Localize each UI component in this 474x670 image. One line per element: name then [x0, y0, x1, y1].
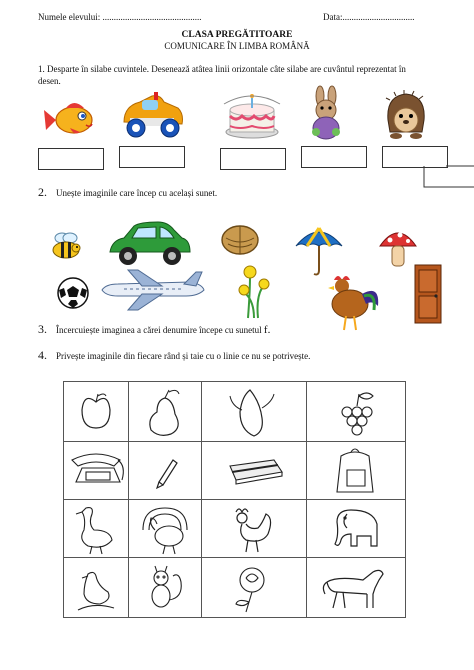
- hedgehog-icon: [382, 90, 428, 140]
- exercise-2-number: 2.: [38, 185, 47, 199]
- grid-cell[interactable]: [202, 500, 307, 558]
- syllable-box-cake[interactable]: [220, 148, 286, 170]
- syllable-box-hedgehog[interactable]: [382, 146, 448, 168]
- bunny-icon: [304, 88, 350, 142]
- exercise-2-text: Unește imaginile care încep cu același sunet.: [56, 188, 218, 198]
- elephant-icon: [307, 500, 405, 558]
- exercise-1-text-cont: desen.: [38, 76, 61, 86]
- banana-icon: [202, 382, 306, 442]
- grid-cell[interactable]: [129, 442, 202, 500]
- exercise-3-instruction: [38, 323, 270, 336]
- umbrella-icon: [294, 226, 344, 276]
- exercise-1-number: 1.: [38, 64, 45, 74]
- exercise-4-grid: [63, 381, 406, 618]
- dove-icon: [64, 558, 128, 618]
- syllable-box-bunny[interactable]: [301, 146, 367, 168]
- exercise-1-text: Desparte în silabe cuvintele. Desenează atâtea linii orizontale câte silabe are cuvântul reprezentat în: [47, 64, 406, 74]
- backpack-icon: [307, 442, 405, 500]
- grapes-icon: [307, 382, 405, 442]
- apple-icon: [64, 382, 128, 442]
- grid-cell[interactable]: [307, 500, 406, 558]
- mushroom-icon: [378, 226, 418, 268]
- turkey-icon: [129, 500, 201, 558]
- grid-cell[interactable]: [129, 382, 202, 442]
- bee-icon: [48, 230, 84, 260]
- exercise-4-text: Privește imaginile din fiecare rând și taie cu o linie ce nu se potrivește.: [56, 351, 311, 361]
- grid-cell[interactable]: [307, 442, 406, 500]
- grid-cell[interactable]: [202, 442, 307, 500]
- rooster-outline-icon: [202, 500, 306, 558]
- syllable-box-car[interactable]: [119, 146, 185, 168]
- exercise-4-instruction: [38, 349, 310, 362]
- rooster-icon: [322, 270, 380, 332]
- telephone-icon: [64, 442, 128, 500]
- exercise-3-sound: f.: [263, 324, 271, 336]
- grid-cell[interactable]: [129, 500, 202, 558]
- syllable-box-extension: [423, 166, 474, 188]
- exercise-4-number: 4.: [38, 348, 47, 362]
- pen-case-icon: [202, 442, 306, 500]
- grid-cell[interactable]: [202, 382, 307, 442]
- exercise-3-number: 3.: [38, 322, 47, 336]
- student-name-label: Numele elevului: ............................................: [38, 12, 202, 22]
- fish-icon: [42, 98, 102, 142]
- pencil-icon: [129, 442, 201, 500]
- goose-icon: [64, 500, 128, 558]
- rose-icon: [202, 558, 306, 618]
- grid-cell[interactable]: [129, 558, 202, 618]
- grid-cell[interactable]: [64, 382, 129, 442]
- grid-cell[interactable]: [64, 500, 129, 558]
- grid-cell[interactable]: [307, 382, 406, 442]
- car-icon: [118, 92, 186, 140]
- flower-icon: [236, 262, 274, 318]
- grid-cell[interactable]: [202, 558, 307, 618]
- door-icon: [414, 264, 442, 324]
- pear-icon: [129, 382, 201, 442]
- green-car-icon: [106, 218, 192, 266]
- grid-cell[interactable]: [64, 442, 129, 500]
- exercise-1-instruction: [38, 63, 458, 87]
- walnut-icon: [220, 224, 260, 256]
- airplane-icon: [98, 268, 206, 312]
- ball-icon: [56, 276, 90, 310]
- grid-cell[interactable]: [307, 558, 406, 618]
- syllable-box-fish[interactable]: [38, 148, 104, 170]
- page-subtitle: COMUNICARE ÎN LIMBA ROMÂNĂ: [164, 41, 310, 51]
- horse-icon: [307, 558, 405, 618]
- squirrel-icon: [129, 558, 201, 618]
- exercise-3-text: Încercuiește imaginea a cărei denumire începe cu sunetul: [56, 325, 264, 335]
- exercise-2-instruction: [38, 186, 217, 199]
- cake-icon: [224, 92, 280, 140]
- page-title: CLASA PREGĂTITOARE: [181, 30, 293, 40]
- date-label: Data:................................: [323, 12, 415, 22]
- grid-cell[interactable]: [64, 558, 129, 618]
